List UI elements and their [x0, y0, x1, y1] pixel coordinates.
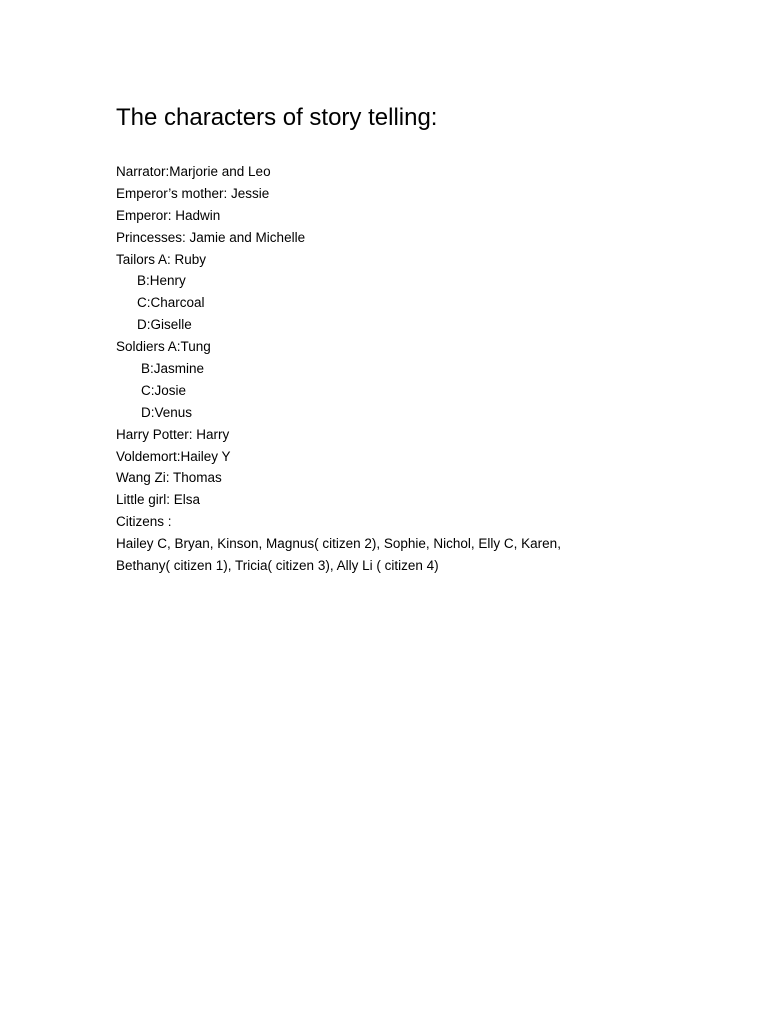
page-title: The characters of story telling: — [116, 104, 438, 131]
soldier-d-line: D:Venus — [141, 404, 193, 420]
princesses-line: Princesses: Jamie and Michelle — [116, 229, 306, 245]
harry-potter-line: Harry Potter: Harry — [116, 426, 230, 442]
tailor-b-line: B:Henry — [137, 273, 186, 289]
soldier-c-line: C:Josie — [141, 382, 187, 398]
emperor-mother-line: Emperor’s mother: Jessie — [116, 185, 270, 201]
citizens-heading-line: Citizens : — [116, 514, 172, 530]
emperor-line: Emperor: Hadwin — [116, 207, 221, 223]
citizens-list-line-1: Hailey C, Bryan, Kinson, Magnus( citizen 2), Sophie, Nichol, Elly C, Karen, — [116, 536, 561, 552]
soldiers-line: Soldiers A:Tung — [116, 339, 211, 355]
little-girl-line: Little girl: Elsa — [116, 492, 201, 508]
voldemort-line: Voldemort:Hailey Y — [116, 448, 231, 464]
soldier-b-line: B:Jasmine — [141, 361, 205, 377]
character-list — [116, 161, 716, 577]
citizens-list-line-2: Bethany( citizen 1), Tricia( citizen 3), Ally Li ( citizen 4) — [116, 558, 439, 574]
tailor-d-line: D:Giselle — [137, 317, 192, 333]
tailor-c-line: C:Charcoal — [137, 295, 205, 311]
tailors-line: Tailors A: Ruby — [116, 251, 207, 267]
narrator-line: Narrator:Marjorie and Leo — [116, 164, 271, 179]
wang-zi-line: Wang Zi: Thomas — [116, 470, 222, 486]
